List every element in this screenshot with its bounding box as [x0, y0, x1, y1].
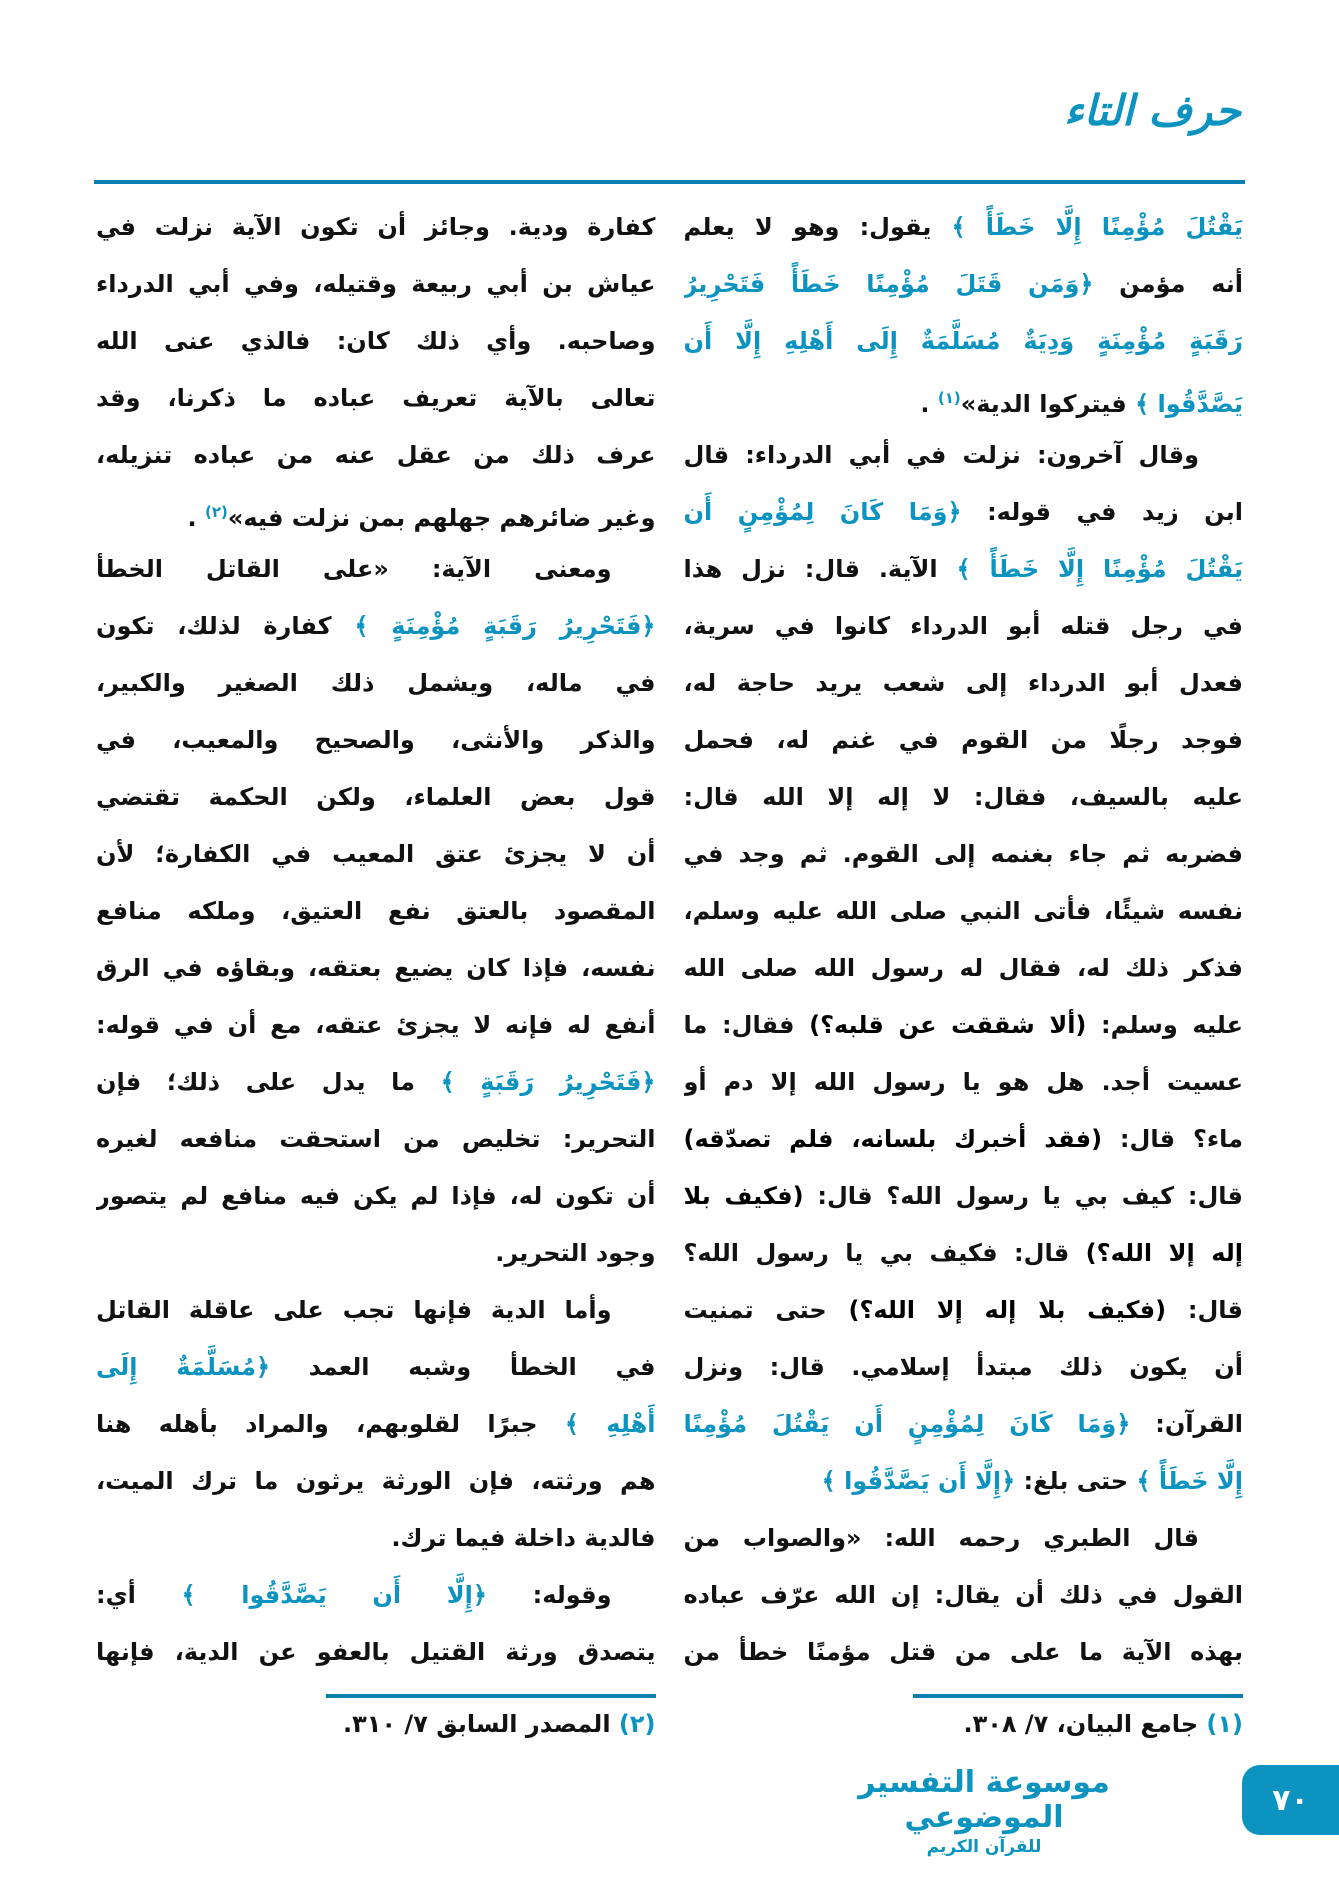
text-line: [96, 1396, 656, 1453]
footnote-separator: [326, 1694, 656, 1698]
body-text: أي:: [96, 1581, 182, 1609]
text-line: [96, 1567, 656, 1624]
body-text: نفسه شيئًا، فأتى النبي صلى الله عليه وسلم،: [683, 897, 1243, 925]
footnote-number: (١): [1206, 1710, 1243, 1738]
text-line: [684, 1396, 1244, 1453]
text-line: [684, 541, 1244, 598]
body-text: القرآن:: [1130, 1410, 1243, 1438]
text-line: [96, 541, 656, 598]
text-line: [96, 826, 656, 883]
page-number: ٧٠: [1272, 1782, 1309, 1818]
text-line: [96, 484, 656, 541]
body-text: المقصود بالعتق نفع العتيق، وملكه منافع: [96, 897, 656, 925]
text-line: [684, 1624, 1244, 1681]
text-line: [684, 826, 1244, 883]
text-line: [96, 712, 656, 769]
text-line: [684, 997, 1244, 1054]
text-line: [96, 769, 656, 826]
text-line: [684, 199, 1244, 256]
body-text: نفسه، فإذا كان يضيع بعتقه، وبقاؤه في الرق: [96, 954, 656, 982]
hadith-text: (فقد أخبرك بلسانه، فلم تصدّقه): [683, 1125, 1103, 1153]
text-columns: [96, 199, 1243, 1685]
quran-verse-text: يَقْتُلَ مُؤْمِنًا إِلَّا خَطَأً ﴾: [951, 213, 1243, 241]
text-line: [96, 940, 656, 997]
body-text: القول في ذلك أن يقال: إن الله عرّف عباده: [683, 1581, 1243, 1609]
body-text: أن لا يجزئ عتق المعيب في الكفارة؛ لأن: [96, 840, 656, 868]
body-text: .: [920, 390, 938, 418]
quran-verse-text: إِلَّا خَطَأً ﴾: [1136, 1467, 1243, 1495]
body-text: جبرًا لقلوبهم، والمراد بأهله هنا: [96, 1410, 565, 1438]
quran-verse-text: ﴿وَمَا كَانَ لِمُؤْمِنٍ أَن يَقْتُلَ مُؤْمِنًا: [683, 1410, 1131, 1438]
quran-verse-text: ﴿وَمَا كَانَ لِمُؤْمِنٍ أَن: [683, 498, 962, 526]
text-line: [96, 1339, 656, 1396]
logo-subtitle: للقرآن الكريم: [926, 1837, 1042, 1857]
body-text: أنه مؤمن: [1093, 270, 1243, 298]
body-text: أن تكون له، فإذا لم يكن فيه منافع لم يتصور: [96, 1182, 656, 1210]
body-text: فقال: ما: [683, 1011, 810, 1039]
footnotes: [96, 1694, 1243, 1738]
body-text: التحرير: تخليص من استحقت منافعه لغيره: [96, 1125, 656, 1153]
body-text: وقال آخرون: نزلت في أبي الدرداء: قال: [683, 441, 1199, 469]
quran-verse-text: يَصَّدَّقُوا ﴾: [1135, 390, 1243, 418]
body-text: عليه بالسيف، فقال: لا إله إلا الله قال:: [683, 783, 1243, 811]
text-line: [684, 1168, 1244, 1225]
footnote-text: [96, 1710, 656, 1738]
text-line: [96, 1054, 656, 1111]
text-line: [684, 256, 1244, 313]
footnote-text: [684, 1710, 1244, 1738]
text-line: [96, 370, 656, 427]
body-text: حتى تمنيت: [683, 1296, 849, 1324]
text-line: [684, 1225, 1244, 1282]
body-text: عسيت أجد. هل هو يا رسول الله إلا دم أو: [683, 1068, 1243, 1096]
footnote-number: (٢): [618, 1710, 656, 1738]
text-line: [684, 883, 1244, 940]
body-text: فالدية داخلة فيما ترك.: [391, 1524, 656, 1552]
text-line: [684, 484, 1244, 541]
body-text: ومعنى الآية: «على القاتل الخطأ: [96, 555, 612, 583]
body-text: وغير ضائرهم جهلهم بمن نزلت فيه»: [227, 504, 656, 532]
text-line: [684, 655, 1244, 712]
body-text: الآية. قال: نزل هذا: [683, 555, 957, 583]
body-text: فذكر ذلك له، فقال له رسول الله صلى الله: [683, 954, 1243, 982]
chapter-title: حرف التاء: [1064, 86, 1241, 135]
text-line: [684, 1567, 1244, 1624]
body-text: عرف ذلك من عقل عنه من عباده تنزيله،: [96, 441, 656, 469]
body-text: في ماله، ويشمل ذلك الصغير والكبير،: [96, 669, 656, 697]
body-text: أن يكون ذلك مبتدأ إسلامي. قال: ونزل: [683, 1353, 1243, 1381]
body-text: أنفع له فإنه لا يجزئ عتقه، مع أن في قوله:: [96, 1011, 656, 1039]
column-left: [96, 199, 656, 1685]
quran-verse-text: رَقَبَةٍ مُؤْمِنَةٍ وَدِيَةٌ مُسَلَّمَةٌ إِلَى أَهْلِهِ إِلَّا أَن: [683, 327, 1243, 355]
quran-verse-text: ﴿مُسَلَّمَةٌ إِلَى: [96, 1353, 271, 1381]
text-line: [684, 1453, 1244, 1510]
body-text: هم ورثته، فإن الورثة يرثون ما ترك الميت،: [96, 1467, 656, 1495]
body-text: عياش بن أبي ربيعة وقتيله، وفي أبي الدرداء: [96, 270, 656, 298]
text-line: [96, 1510, 656, 1567]
text-line: [684, 769, 1244, 826]
footnote-marker: (١): [937, 389, 961, 407]
quran-verse-text: ﴿فَتَحْرِيرُ رَقَبَةٍ مُؤْمِنَةٍ ﴾: [354, 612, 656, 640]
text-line: [96, 1453, 656, 1510]
body-text: ما يدل على ذلك؛ فإن: [96, 1068, 441, 1096]
body-text: فوجد رجلًا من القوم في غنم له، فحمل: [683, 726, 1243, 754]
body-text: بهذه الآية ما على من قتل مؤمنًا خطأ من: [683, 1638, 1243, 1666]
body-text: كفارة ودية. وجائز أن تكون الآية نزلت في: [96, 213, 656, 241]
footnote-reference: جامع البيان، ٧/ ٣٠٨.: [963, 1710, 1207, 1738]
logo-title: موسوعة التفسير الموضوعي: [858, 1765, 1110, 1835]
body-text: تعالى بالآية تعريف عباده ما ذكرنا، وقد: [96, 384, 656, 412]
text-line: [684, 427, 1244, 484]
text-line: [684, 940, 1244, 997]
text-line: [96, 1624, 656, 1681]
body-text: والذكر والأنثى، والصحيح والمعيب، في: [96, 726, 656, 754]
footnote-2: [96, 1694, 656, 1738]
text-line: [96, 199, 656, 256]
quran-verse-text: ﴿فَتَحْرِيرُ رَقَبَةٍ ﴾: [440, 1068, 656, 1096]
footnote-1: [684, 1694, 1244, 1738]
body-text: وأما الدية فإنها تجب على عاقلة القاتل: [96, 1296, 612, 1324]
text-line: [96, 1282, 656, 1339]
body-text: كفارة لذلك، تكون: [96, 612, 355, 640]
text-line: [684, 712, 1244, 769]
quran-verse-text: ﴿وَمَن قَتَلَ مُؤْمِنًا خَطَأً فَتَحْرِيرُ: [683, 270, 1094, 298]
text-line: [96, 313, 656, 370]
text-line: [96, 427, 656, 484]
footnote-marker: (٢): [204, 503, 228, 521]
body-text: قال:: [1166, 1296, 1243, 1324]
text-line: [684, 598, 1244, 655]
text-line: [96, 256, 656, 313]
text-line: [684, 1510, 1244, 1567]
body-text: يتصدق ورثة القتيل بالعفو عن الدية، فإنها: [96, 1638, 656, 1666]
body-text: فعدل أبو الدرداء إلى شعب يريد حاجة له،: [683, 669, 1243, 697]
text-line: [96, 1225, 656, 1282]
body-text: في الخطأ وشبه العمد: [270, 1353, 656, 1381]
hadith-text: إله إلا الله؟): [1085, 1239, 1243, 1267]
text-line: [684, 313, 1244, 370]
text-line: [684, 1111, 1244, 1168]
body-text: حتى بلغ:: [1015, 1467, 1137, 1495]
text-line: [684, 1282, 1244, 1339]
quran-verse-text: يَقْتُلَ مُؤْمِنًا إِلَّا خَطَأً ﴾: [956, 555, 1243, 583]
body-text: عليه وسلم:: [1086, 1011, 1243, 1039]
body-text: ابن زيد في قوله:: [961, 498, 1243, 526]
text-line: [96, 1111, 656, 1168]
page-number-badge: [1242, 1765, 1339, 1835]
body-text: قال: كيف بي يا رسول الله؟ قال:: [803, 1182, 1243, 1210]
body-text: ماء؟ قال:: [1102, 1125, 1243, 1153]
hadith-text: (فكيف بلا إله إلا الله؟): [848, 1296, 1167, 1324]
footnote-separator: [913, 1694, 1243, 1698]
text-line: [96, 883, 656, 940]
text-line: [96, 997, 656, 1054]
body-text: قال الطبري رحمه الله: «والصواب من: [683, 1524, 1199, 1552]
body-text: وقوله:: [486, 1581, 612, 1609]
body-text: فضربه ثم جاء بغنمه إلى القوم. ثم وجد في: [683, 840, 1243, 868]
quran-verse-text: ﴿إِلَّا أَن يَصَّدَّقُوا ﴾: [821, 1467, 1016, 1495]
body-text: فيتركوا الدية»: [960, 390, 1136, 418]
hadith-text: (فكيف بلا: [683, 1182, 804, 1210]
header-rule: [94, 180, 1245, 184]
body-text: قول بعض العلماء، ولكن الحكمة تقتضي: [96, 783, 656, 811]
text-line: [96, 1168, 656, 1225]
body-text: قال: فكيف بي يا رسول الله؟: [683, 1239, 1086, 1267]
hadith-text: (ألا شققت عن قلبه؟): [809, 1011, 1087, 1039]
publisher-logo: [819, 1766, 1149, 1858]
body-text: وصاحبه. وأي ذلك كان: فالذي عنى الله: [96, 327, 656, 355]
body-text: يقول: وهو لا يعلم: [683, 213, 952, 241]
quran-verse-text: ﴿إِلَّا أَن يَصَّدَّقُوا ﴾: [181, 1581, 487, 1609]
text-line: [684, 1054, 1244, 1111]
text-line: [684, 370, 1244, 427]
column-right: [684, 199, 1244, 1685]
body-text: وجود التحرير.: [495, 1239, 656, 1267]
body-text: .: [187, 504, 205, 532]
text-line: [96, 655, 656, 712]
text-line: [96, 598, 656, 655]
quran-verse-text: أَهْلِهِ ﴾: [564, 1410, 656, 1438]
text-line: [684, 1339, 1244, 1396]
footnote-reference: المصدر السابق ٧/ ٣١٠.: [343, 1710, 619, 1738]
body-text: في رجل قتله أبو الدرداء كانوا في سرية،: [683, 612, 1243, 640]
